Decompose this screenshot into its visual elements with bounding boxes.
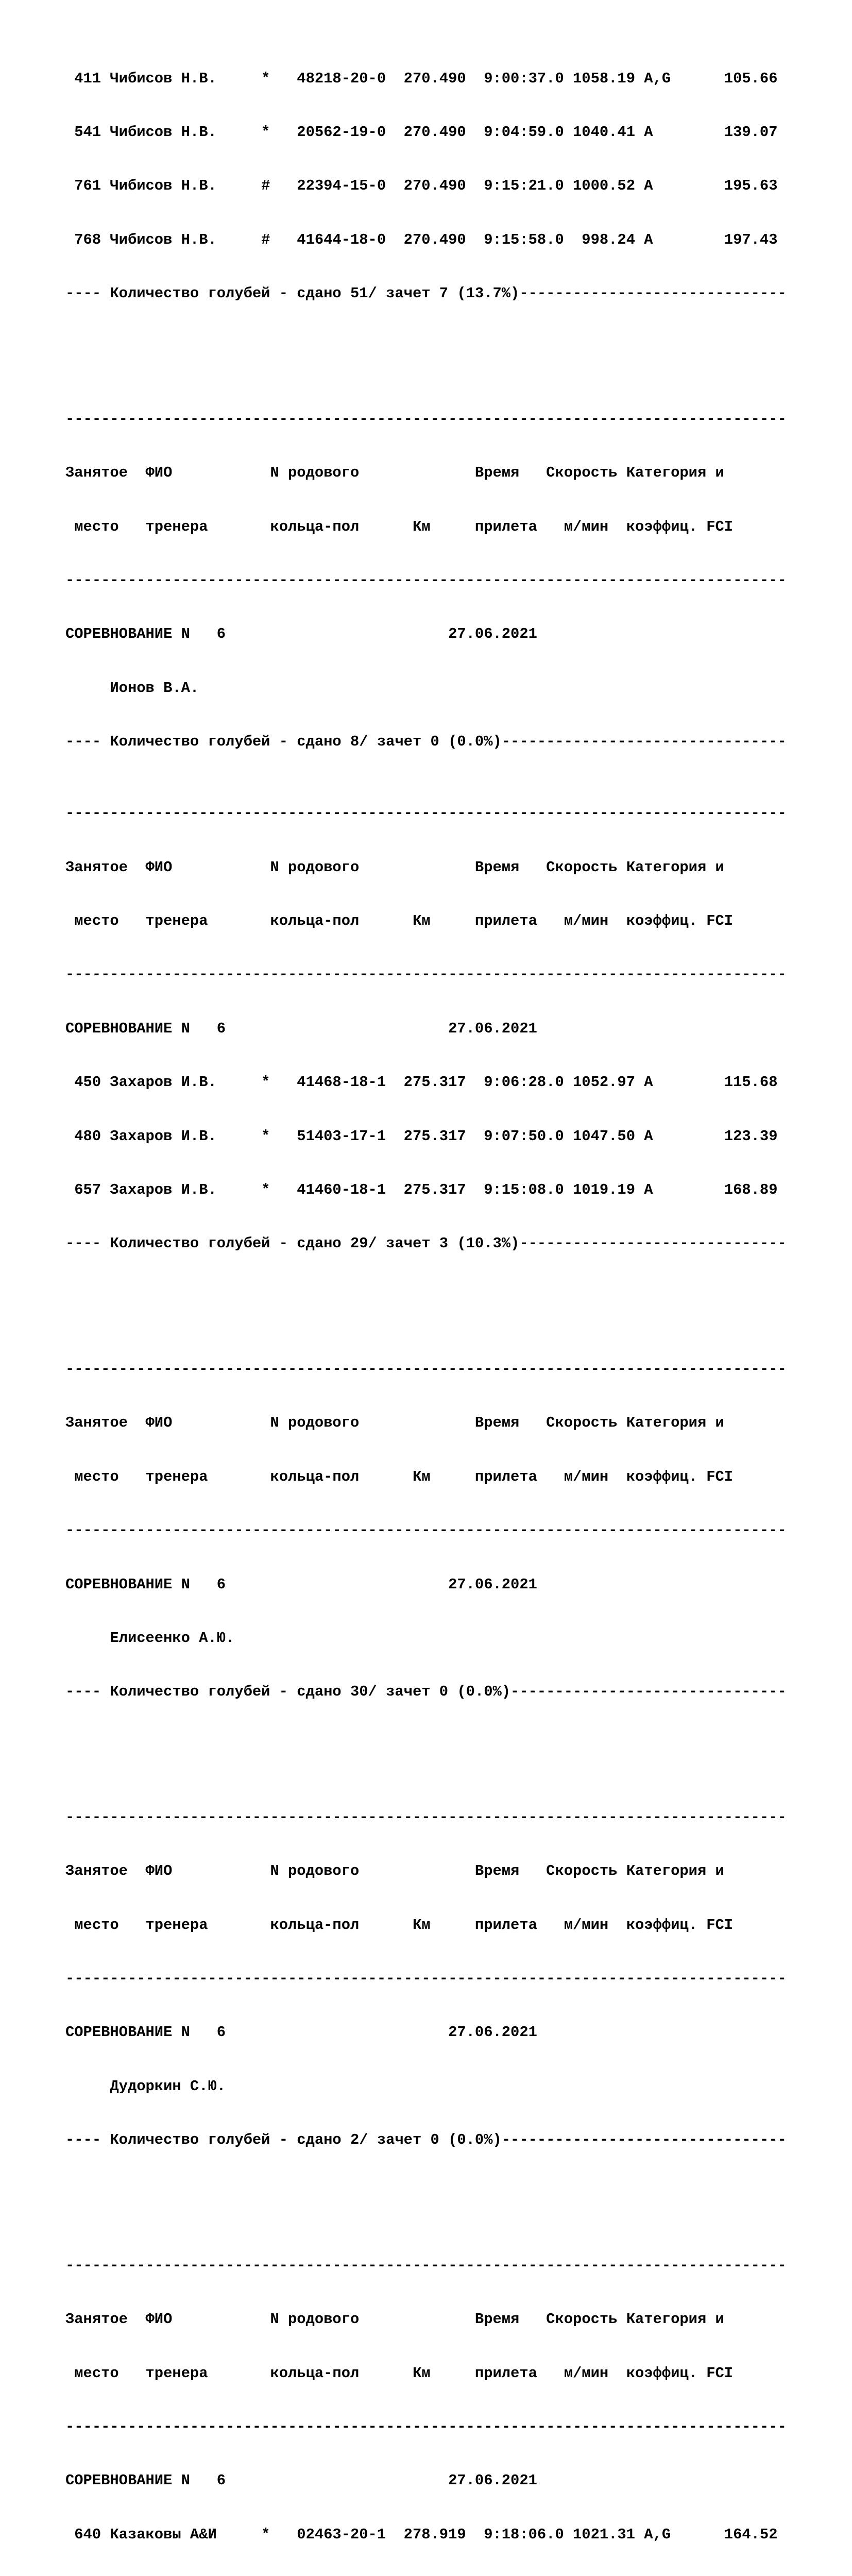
trainer-name: Дудоркин С.Ю. (65, 2077, 226, 2095)
blank-line (65, 1737, 848, 1755)
result-row: 480 Захаров И.В. * 51403-17-1 275.317 9:07:50.0 1047.50 A 123.39 (65, 1127, 778, 1145)
competition-header: СОРЕВНОВАНИЕ N 6 27.06.2021 (65, 1575, 537, 1593)
separator: --------------------------------------------------------------------------------- (65, 410, 787, 428)
result-row: 450 Захаров И.В. * 41468-18-1 275.317 9:06:28.0 1052.97 A 115.68 (65, 1074, 778, 1091)
result-row: 541 Чибисов Н.В. * 20562-19-0 270.490 9:04:59.0 1040.41 A 139.07 (65, 123, 778, 141)
section-summary: ---- Количество голубей - сдано 2/ зачет 0 (0.0%)-------------------------------- (65, 2131, 787, 2149)
separator: --------------------------------------------------------------------------------- (65, 2418, 787, 2435)
section-summary: ---- Количество голубей - сдано 29/ зачет 3 (10.3%)------------------------------ (65, 1235, 787, 1252)
separator: --------------------------------------------------------------------------------- (65, 571, 787, 589)
separator: --------------------------------------------------------------------------------- (65, 805, 787, 822)
blank-line (65, 2185, 848, 2204)
blank-line (65, 339, 848, 357)
column-header: Занятое ФИО N родового Время Скорость Категория и (65, 1862, 724, 1880)
result-row: 768 Чибисов Н.В. # 41644-18-0 270.490 9:15:58.0 998.24 A 197.43 (65, 231, 778, 248)
section-summary: ---- Количество голубей - сдано 51/ зачет 7 (13.7%)------------------------------ (65, 285, 787, 302)
section-summary: ---- Количество голубей - сдано 8/ зачет 0 (0.0%)-------------------------------- (65, 733, 787, 751)
blank-line (65, 1289, 848, 1307)
separator: --------------------------------------------------------------------------------- (65, 1360, 787, 1378)
competition-header: СОРЕВНОВАНИЕ N 6 27.06.2021 (65, 625, 537, 643)
competition-header: СОРЕВНОВАНИЕ N 6 27.06.2021 (65, 1020, 537, 1037)
separator: --------------------------------------------------------------------------------- (65, 966, 787, 984)
column-header: Занятое ФИО N родового Время Скорость Категория и (65, 2311, 724, 2328)
result-row: 657 Захаров И.В. * 41460-18-1 275.317 9:15:08.0 1019.19 A 168.89 (65, 1181, 778, 1198)
column-header: Занятое ФИО N родового Время Скорость Категория и (65, 464, 724, 482)
section-summary: ---- Количество голубей - сдано 30/ зачет 0 (0.0%)------------------------------- (65, 1683, 787, 1701)
separator: --------------------------------------------------------------------------------- (65, 1522, 787, 1539)
trainer-name: Ионов В.А. (65, 679, 199, 697)
column-header: место тренера кольца-пол Км прилета м/мин коэффиц. FCI (65, 518, 734, 535)
column-header: место тренера кольца-пол Км прилета м/мин коэффиц. FCI (65, 1468, 734, 1485)
race-results-report (65, 34, 848, 2576)
column-header: место тренера кольца-пол Км прилета м/мин коэффиц. FCI (65, 1916, 734, 1934)
column-header: Занятое ФИО N родового Время Скорость Категория и (65, 1414, 724, 1432)
separator: --------------------------------------------------------------------------------- (65, 2257, 787, 2274)
column-header: место тренера кольца-пол Км прилета м/мин коэффиц. FCI (65, 912, 734, 930)
competition-header: СОРЕВНОВАНИЕ N 6 27.06.2021 (65, 2024, 537, 2041)
column-header: место тренера кольца-пол Км прилета м/мин коэффиц. FCI (65, 2364, 734, 2382)
result-row: 640 Казаковы А&И * 02463-20-1 278.919 9:18:06.0 1021.31 A,G 164.52 (65, 2526, 778, 2543)
column-header: Занятое ФИО N родового Время Скорость Категория и (65, 858, 724, 876)
trainer-name: Елисеенко А.Ю. (65, 1629, 235, 1647)
result-row: 761 Чибисов Н.В. # 22394-15-0 270.490 9:15:21.0 1000.52 A 195.63 (65, 177, 778, 195)
separator: --------------------------------------------------------------------------------- (65, 1970, 787, 1988)
separator: --------------------------------------------------------------------------------- (65, 1808, 787, 1826)
result-row: 411 Чибисов Н.В. * 48218-20-0 270.490 9:00:37.0 1058.19 A,G 105.66 (65, 70, 778, 87)
competition-header: СОРЕВНОВАНИЕ N 6 27.06.2021 (65, 2472, 537, 2489)
